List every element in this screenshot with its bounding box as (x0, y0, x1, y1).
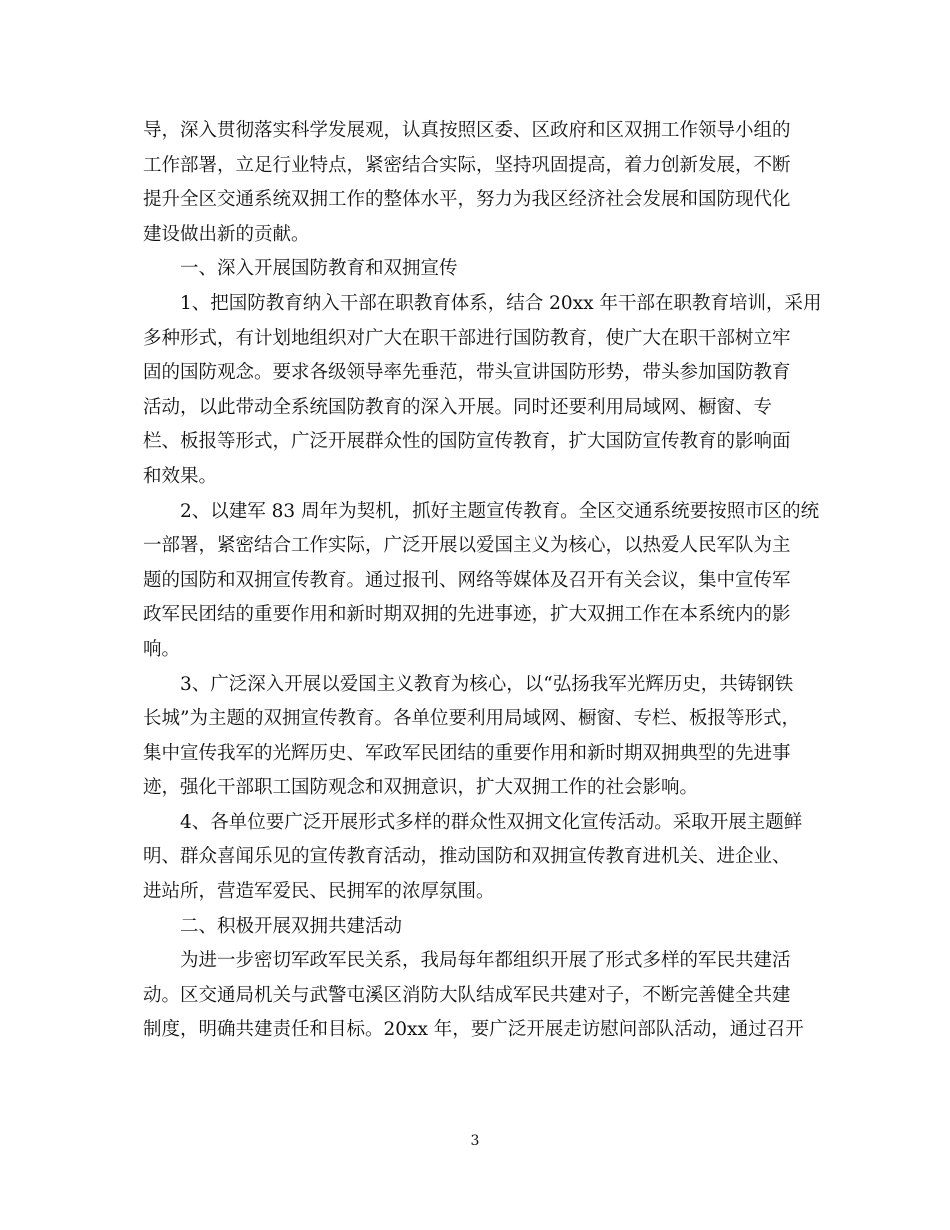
text-line: 提升全区交通系统双拥工作的整体水平，努力为我区经济社会发展和国防现代化 (143, 189, 791, 211)
text-line: 导，深入贯彻落实科学发展观，认真按照区委、区政府和区双拥工作领导小组的 (143, 120, 791, 141)
text-line: 长城”为主题的双拥宣传教育。各单位要利用局域网、橱窗、专栏、板报等形式， (143, 708, 800, 730)
text-line: 明、群众喜闻乐见的宣传教育活动，推动国防和双拥宣传教育进机关、进企业、 (143, 846, 791, 868)
body-text (143, 114, 822, 1048)
text-line: 1、把国防教育纳入干部在职教育体系，结合 20xx 年干部在职教育培训，采用 (180, 292, 822, 314)
text-line: 题的国防和双拥宣传教育。通过报刊、网络等媒体及召开有关会议，集中宣传军 (143, 569, 791, 591)
text-line: 进站所，营造军爱民、民拥军的浓厚氛围。 (143, 881, 495, 903)
text-line: 多种形式，有计划地组织对广大在职干部进行国防教育，使广大在职干部树立牢 (143, 327, 791, 349)
text-line: 动。区交通局机关与武警屯溪区消防大队结成军民共建对子，不断完善健全共建 (143, 984, 791, 1006)
text-line: 建设做出新的贡献。 (143, 223, 310, 245)
page-number: 3 (470, 1133, 480, 1149)
text-line: 一、深入开展国防教育和双拥宣传 (180, 258, 458, 280)
text-line: 栏、板报等形式，广泛开展群众性的国防宣传教育，扩大国防宣传教育的影响面 (143, 431, 791, 453)
text-line: 制度，明确共建责任和目标。20xx 年，要广泛开展走访慰问部队活动，通过召开 (143, 1019, 804, 1041)
text-line: 集中宣传我军的光辉历史、军政军民团结的重要作用和新时期双拥典型的先进事 (143, 742, 791, 764)
text-line: 一部署，紧密结合工作实际，广泛开展以爱国主义为核心，以热爱人民军队为主 (143, 535, 791, 557)
text-line: 迹，强化干部职工国防观念和双拥意识，扩大双拥工作的社会影响。 (143, 777, 699, 799)
text-line: 响。 (143, 638, 181, 660)
text-line: 活动，以此带动全系统国防教育的深入开展。同时还要利用局域网、橱窗、专 (143, 396, 773, 418)
text-line: 4、各单位要广泛开展形式多样的群众性双拥文化宣传活动。采取开展主题鲜 (180, 811, 803, 833)
text-line: 二、积极开展双拥共建活动 (180, 915, 403, 937)
text-line: 政军民团结的重要作用和新时期双拥的先进事迹，扩大双拥工作在本系统内的影 (143, 604, 791, 626)
text-line: 和效果。 (143, 465, 218, 487)
text-line: 2、以建军 83 周年为契机，抓好主题宣传教育。全区交通系统要按照市区的统 (180, 500, 820, 522)
text-line: 工作部署，立足行业特点，紧密结合实际，坚持巩固提高，着力创新发展，不断 (143, 154, 791, 176)
text-line: 3、广泛深入开展以爱国主义教育为核心，以“弘扬我军光辉历史，共铸钢铁 (180, 673, 794, 695)
text-line: 固的国防观念。要求各级领导率先垂范，带头宣讲国防形势，带头参加国防教育 (143, 362, 791, 384)
text-line: 为进一步密切军政军民关系，我局每年都组织开展了形式多样的军民共建活 (180, 950, 791, 972)
